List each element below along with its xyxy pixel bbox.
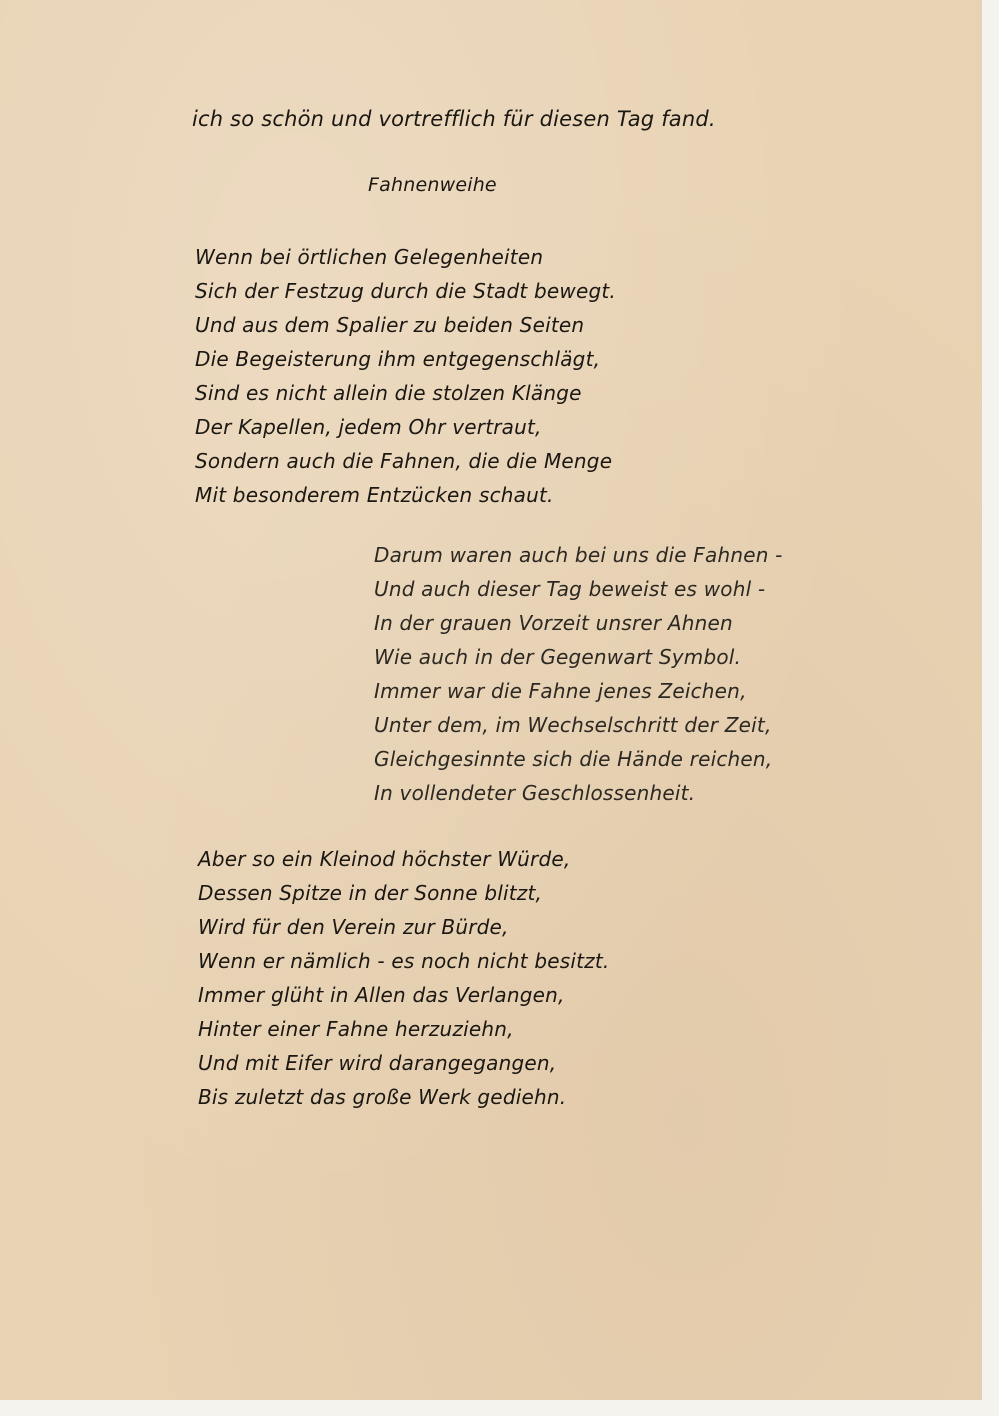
poem-line: Sind es nicht allein die stolzen Klänge [195,381,582,405]
poem-line: Mit besonderem Entzücken schaut. [195,483,554,507]
poem-line: Darum waren auch bei uns die Fahnen - [374,543,783,567]
stanza-1 [195,240,616,512]
poem-line: Hinter einer Fahne herzuziehn, [198,1017,514,1041]
poem-line: Der Kapellen, jedem Ohr vertraut, [195,415,542,439]
poem-line: Gleichgesinnte sich die Hände reichen, [374,747,773,771]
scan-margin-right [982,0,999,1416]
poem-line: Immer glüht in Allen das Verlangen, [198,983,565,1007]
poem-line: Sich der Festzug durch die Stadt bewegt. [195,279,616,303]
poem-line: Wird für den Verein zur Bürde, [198,915,509,939]
poem-line: In vollendeter Geschlossenheit. [374,781,696,805]
poem-line: Unter dem, im Wechselschritt der Zeit, [374,713,772,737]
scan-margin-bottom [0,1400,999,1416]
poem-line: Bis zuletzt das große Werk gediehn. [198,1085,567,1109]
poem-line: Immer war die Fahne jenes Zeichen, [374,679,747,703]
poem-line: Aber so ein Kleinod höchster Würde, [198,847,571,871]
poem-line: Wie auch in der Gegenwart Symbol. [374,645,742,669]
poem-line: Und mit Eifer wird darangegangen, [198,1051,557,1075]
stanza-3 [198,842,609,1114]
poem-line: Wenn bei örtlichen Gelegenheiten [195,245,544,269]
poem-line: Die Begeisterung ihm entgegenschlägt, [195,347,601,371]
poem-title: Fahnenweihe [368,174,497,196]
poem-line: In der grauen Vorzeit unsrer Ahnen [374,611,733,635]
poem-line: Dessen Spitze in der Sonne blitzt, [198,881,543,905]
intro-line: ich so schön und vortrefflich für diesen Tag fand. [192,107,716,131]
poem-line: Wenn er nämlich - es noch nicht besitzt. [198,949,610,973]
poem-line: Und aus dem Spalier zu beiden Seiten [195,313,585,337]
poem-line: Und auch dieser Tag beweist es wohl - [374,577,766,601]
poem-line: Sondern auch die Fahnen, die die Menge [195,449,613,473]
stanza-2 [374,538,783,810]
